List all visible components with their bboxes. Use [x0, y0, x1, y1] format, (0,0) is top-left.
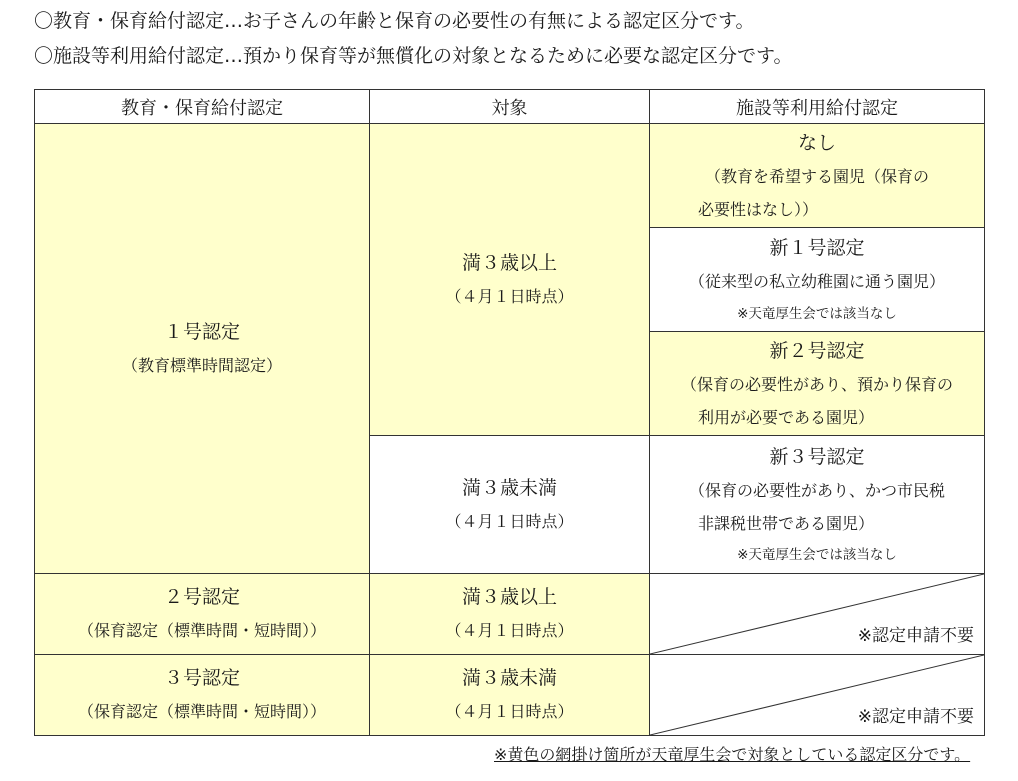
cert3-title: ３号認定	[163, 667, 240, 689]
cert2-sub: （保育認定（標準時間・短時間））	[77, 621, 326, 640]
cell-cert1	[35, 124, 370, 574]
header-row	[35, 90, 985, 124]
cert3-sub: （保育認定（標準時間・短時間））	[77, 702, 326, 721]
new2-title: 新２号認定	[769, 339, 865, 362]
target-3up-sub: （４月１日時点）	[445, 286, 574, 306]
new3-note: ※天竜厚生会では該当なし	[737, 546, 897, 563]
none-desc-2: 必要性はなし））	[698, 199, 819, 219]
header-education-cert: 教育・保育給付認定	[35, 90, 370, 124]
cell-cert2-target	[370, 574, 650, 655]
cert1-sub: （教育標準時間認定）	[121, 355, 282, 375]
cell-cert2	[35, 574, 370, 655]
cell-new3	[650, 436, 985, 574]
cert1-title: １号認定	[163, 320, 240, 343]
new3-title: 新３号認定	[769, 445, 865, 468]
new3-desc-1: （保育の必要性があり、かつ市民税	[688, 480, 945, 500]
new2-desc-2: 利用が必要である園児）	[698, 407, 875, 427]
target-3under-sub: （４月１日時点）	[445, 511, 574, 531]
cell-target-3under	[370, 436, 650, 574]
cell-cert3-not-required	[650, 655, 985, 736]
new3-desc-2: 非課税世帯である園児）	[698, 513, 875, 533]
header-target: 対象	[370, 90, 650, 124]
certification-table	[34, 89, 985, 736]
cert2-not-required-label: ※認定申請不要	[857, 626, 974, 646]
new2-desc-1: （保育の必要性があり、預かり保育の	[680, 374, 953, 394]
header-facility-cert: 施設等利用給付認定	[650, 90, 985, 124]
new1-note: ※天竜厚生会では該当なし	[737, 305, 897, 322]
cert3-target-title: 満３歳未満	[461, 667, 557, 689]
target-3under-title: 満３歳未満	[461, 476, 557, 499]
intro-line-1: 〇教育・保育給付認定…お子さんの年齢と保育の必要性の有無による認定区分です。	[34, 10, 755, 32]
intro-line-2: 〇施設等利用給付認定…預かり保育等が無償化の対象となるために必要な認定区分です。	[34, 45, 793, 67]
footnote: ※黄色の網掛け箇所が天竜厚生会で対象としている認定区分です。	[494, 745, 971, 764]
cert3-target-sub: （４月１日時点）	[445, 702, 574, 721]
cell-cert3	[35, 655, 370, 736]
cert2-target-title: 満３歳以上	[461, 586, 557, 608]
none-desc-1: （教育を希望する園児（保育の	[704, 166, 929, 186]
new1-title: 新１号認定	[769, 236, 865, 259]
cell-target-3up	[370, 124, 650, 436]
cell-new1	[650, 228, 985, 332]
cert2-target-sub: （４月１日時点）	[445, 621, 574, 640]
new1-desc: （従来型の私立幼稚園に通う園児）	[688, 271, 945, 291]
cell-none	[650, 124, 985, 228]
cert2-title: ２号認定	[163, 586, 240, 608]
target-3up-title: 満３歳以上	[461, 251, 557, 274]
cell-cert3-target	[370, 655, 650, 736]
none-title: なし	[797, 131, 836, 154]
cell-cert2-not-required	[650, 574, 985, 655]
cert3-not-required-label: ※認定申請不要	[857, 707, 974, 727]
cell-new2	[650, 332, 985, 436]
